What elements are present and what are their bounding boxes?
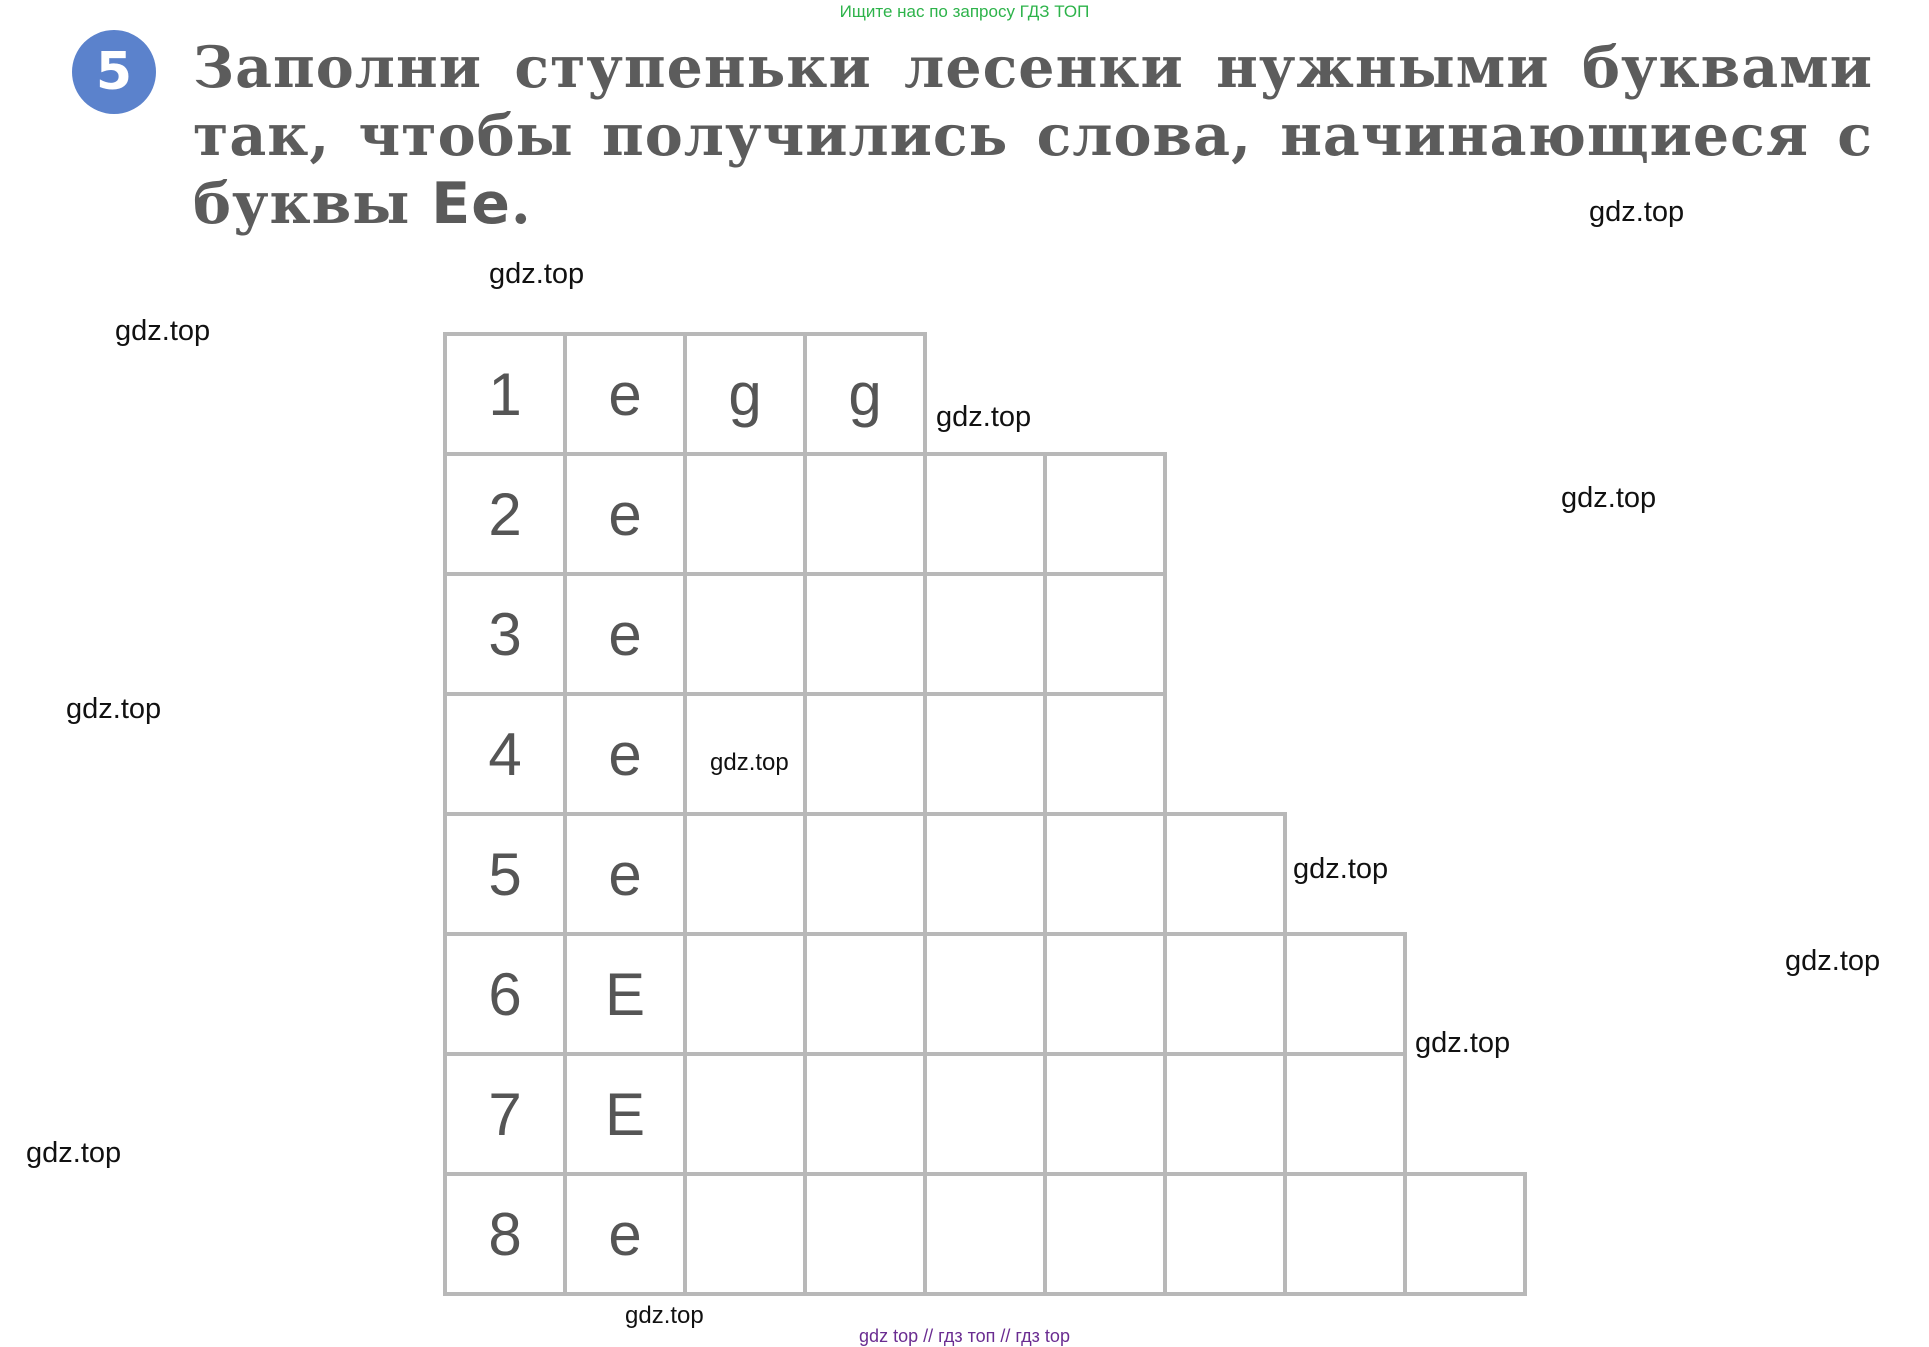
letter-cell[interactable] (803, 1052, 927, 1176)
task-number-badge: 5 (72, 30, 156, 114)
letter-cell[interactable] (1163, 1052, 1287, 1176)
letter-cell[interactable] (923, 812, 1047, 936)
watermark: gdz.top (489, 258, 585, 290)
letter-cell[interactable] (923, 1052, 1047, 1176)
letter-cell[interactable] (1403, 1172, 1527, 1296)
watermark: gdz.top (115, 315, 211, 347)
row-number-cell[interactable]: 2 (443, 452, 567, 576)
watermark: gdz.top (1293, 853, 1389, 885)
task-letter: Ee (431, 171, 511, 237)
letter-cell[interactable] (683, 1172, 807, 1296)
footer-links: gdz top // гдз топ // гдз top (859, 1326, 1070, 1346)
letter-cell[interactable] (1163, 812, 1287, 936)
letter-cell[interactable]: e (563, 692, 687, 816)
letter-cell[interactable] (1283, 932, 1407, 1056)
task-text-end: . (510, 170, 532, 237)
letter-cell[interactable] (803, 932, 927, 1056)
letter-cell[interactable] (1043, 932, 1167, 1056)
letter-cell[interactable]: e (563, 452, 687, 576)
row-number-cell[interactable]: 8 (443, 1172, 567, 1296)
letter-cell[interactable] (803, 812, 927, 936)
row-number-cell[interactable]: 1 (443, 332, 567, 456)
watermark: gdz.top (66, 693, 162, 725)
letter-cell[interactable]: e (563, 572, 687, 696)
row-number-cell[interactable]: 5 (443, 812, 567, 936)
letter-cell[interactable] (1043, 812, 1167, 936)
letter-cell[interactable]: g (803, 332, 927, 456)
row-number-cell[interactable]: 7 (443, 1052, 567, 1176)
letter-cell[interactable] (803, 452, 927, 576)
letter-cell[interactable] (1043, 1052, 1167, 1176)
letter-cell[interactable] (923, 452, 1047, 576)
letter-cell[interactable] (923, 572, 1047, 696)
letter-cell[interactable]: E (563, 932, 687, 1056)
letter-cell[interactable]: g (683, 332, 807, 456)
letter-cell[interactable] (1283, 1052, 1407, 1176)
letter-cell[interactable]: e (563, 332, 687, 456)
letter-cell[interactable] (683, 932, 807, 1056)
task-text-main: Заполни ступеньки лесенки нужными буквами так, чтобы получились слова, начинающиеся с буквы (193, 34, 1873, 237)
row-number-cell[interactable]: 6 (443, 932, 567, 1056)
watermark: gdz.top (1589, 196, 1685, 228)
row-number-cell[interactable]: 4 (443, 692, 567, 816)
watermark: gdz.top (1561, 482, 1657, 514)
letter-cell[interactable] (1163, 932, 1287, 1056)
letter-cell[interactable] (1283, 1172, 1407, 1296)
watermark: gdz.top (710, 749, 789, 776)
top-banner: Ищите нас по запросу ГДЗ ТОП (839, 2, 1090, 21)
letter-cell[interactable] (923, 692, 1047, 816)
watermark: gdz.top (26, 1137, 122, 1169)
row-number-cell[interactable]: 3 (443, 572, 567, 696)
letter-cell[interactable] (683, 572, 807, 696)
letter-cell[interactable] (1163, 1172, 1287, 1296)
watermark: gdz.top (1785, 945, 1881, 977)
letter-cell[interactable] (1043, 452, 1167, 576)
letter-cell[interactable] (803, 572, 927, 696)
letter-cell[interactable] (683, 812, 807, 936)
letter-cell[interactable] (803, 692, 927, 816)
letter-cell[interactable] (683, 452, 807, 576)
letter-cell[interactable] (1043, 692, 1167, 816)
letter-cell[interactable] (923, 932, 1047, 1056)
watermark: gdz.top (1415, 1027, 1511, 1059)
watermark: gdz.top (936, 401, 1032, 433)
letter-cell[interactable] (1043, 572, 1167, 696)
letter-cell[interactable] (1043, 1172, 1167, 1296)
letter-cell[interactable]: e (563, 812, 687, 936)
letter-cell[interactable] (683, 1052, 807, 1176)
letter-cell[interactable]: e (563, 1172, 687, 1296)
letter-cell[interactable]: E (563, 1052, 687, 1176)
watermark: gdz.top (625, 1302, 704, 1329)
letter-cell[interactable] (923, 1172, 1047, 1296)
letter-cell[interactable] (803, 1172, 927, 1296)
